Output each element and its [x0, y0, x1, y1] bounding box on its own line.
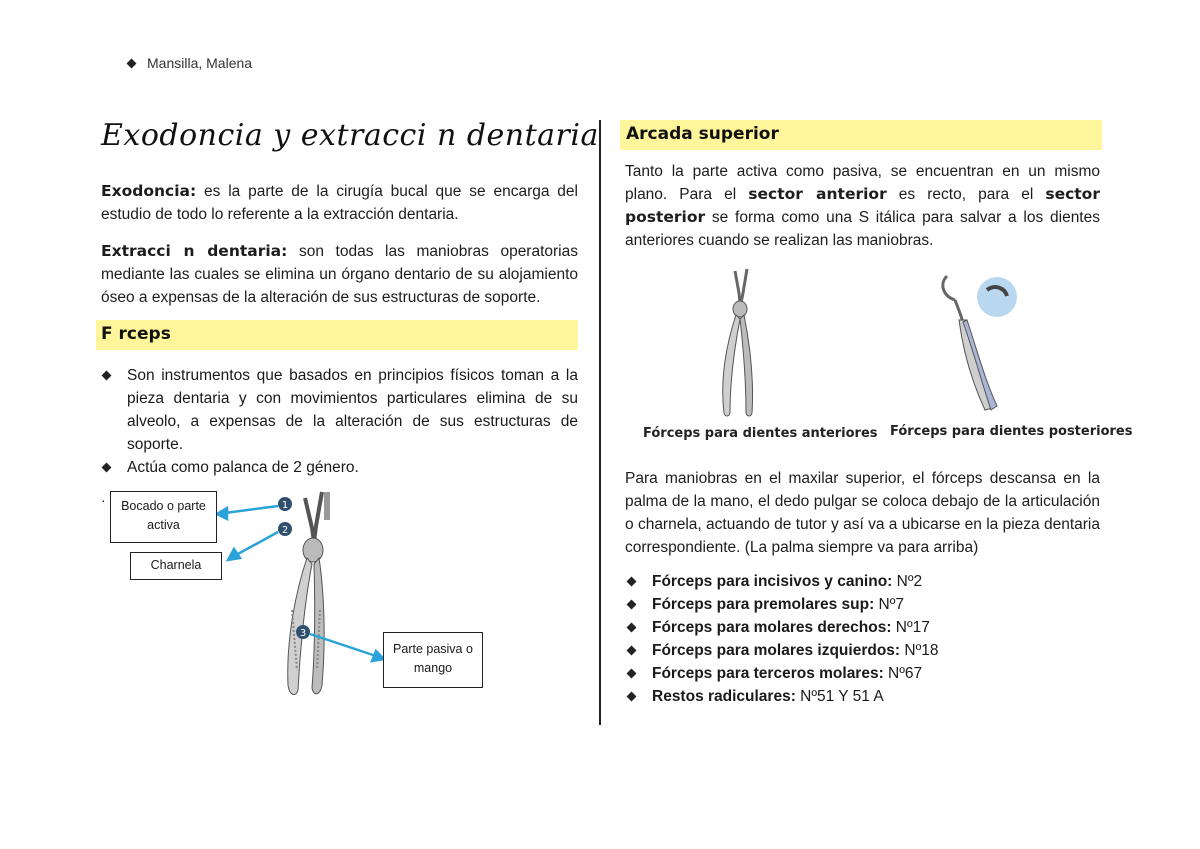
list-item: Fórceps para terceros molares: Nº67 — [626, 662, 1100, 685]
svg-text:3: 3 — [299, 628, 307, 639]
definition-extraccion-text: son todas las maniobras operatorias mediante las cuales se elimina un órgano dentario de su alojamiento óseo a expensas de la alteración de sus estructuras de soporte. — [101, 243, 578, 306]
list-item: Fórceps para molares izquierdos: Nº18 — [626, 639, 1100, 662]
svg-text:1: 1 — [281, 500, 289, 511]
author-name: Mansilla, Malena — [147, 55, 253, 71]
list-item: Restos radiculares: Nº51 Y 51 A — [626, 685, 1100, 708]
diamond-bullet-icon — [627, 600, 637, 610]
callout-parte-pasiva: Parte pasiva o mango — [383, 632, 483, 688]
diamond-bullet-icon — [627, 646, 637, 656]
caption-posterior: Fórceps para dientes posteriores — [890, 424, 1133, 439]
stray-dot: · — [101, 492, 106, 508]
column-divider — [599, 120, 601, 725]
diamond-bullet-icon — [627, 577, 637, 587]
diamond-bullet-icon — [102, 463, 112, 473]
definition-exodoncia — [101, 180, 578, 226]
list-item: Fórceps para molares derechos: Nº17 — [626, 616, 1100, 639]
anterior-forceps-image — [700, 265, 780, 420]
list-item: Fórceps para incisivos y canino: Nº2 — [626, 570, 1100, 593]
svg-text:2: 2 — [281, 525, 289, 536]
marker-3 — [296, 625, 310, 639]
section-title-forceps: F rceps — [101, 324, 171, 344]
diamond-bullet-icon — [627, 623, 637, 633]
term-sector-anterior: sector anterior — [748, 185, 887, 203]
caption-anterior: Fórceps para dientes anteriores — [643, 426, 878, 441]
marker-1 — [278, 497, 292, 511]
list-item: Actúa como palanca de 2 género. — [101, 456, 578, 479]
list-item: Fórceps para premolares sup: Nº7 — [626, 593, 1100, 616]
maxilar-paragraph: Para maniobras en el maxilar superior, el fórceps descansa en la palma de la mano, el dedo pulgar se coloca debajo de la articulación o charnela, actuando de tutor y así va a ubicarse en la pieza dentaria correspondiente. (La palma siempre va para arriba) — [625, 470, 1100, 556]
diamond-bullet-icon — [127, 59, 137, 69]
diamond-bullet-icon — [102, 371, 112, 381]
definition-exodoncia-text: es la parte de la cirugía bucal que se encarga del estudio de todo lo referente a la extracción dentaria. — [101, 183, 578, 223]
diamond-bullet-icon — [627, 692, 637, 702]
forceps-number-list — [626, 570, 1100, 708]
diamond-bullet-icon — [627, 669, 637, 679]
marker-2 — [278, 522, 292, 536]
posterior-forceps-image — [925, 270, 1025, 415]
term-exodoncia: Exodoncia: — [101, 182, 197, 200]
author-line — [128, 55, 252, 71]
term-sector-posterior: sector posterior — [625, 185, 1100, 226]
forceps-bullets — [101, 364, 578, 479]
callout-bocado: Bocado o parte activa — [110, 491, 217, 543]
definition-extraccion — [101, 240, 578, 309]
page-title: Exodoncia y extracci n dentaria — [101, 118, 599, 153]
list-item: Son instrumentos que basados en principios físicos toman a la pieza dentaria y con movimientos particulares elimina de su alveolo, a expensas de la alteración de sus estructuras de soporte. — [101, 364, 578, 456]
term-extraccion: Extracci n dentaria: — [101, 242, 288, 260]
arcada-paragraph: Tanto la parte activa como pasiva, se encuentran en un mismo plano. Para el sector anterior es recto, para el sector posterior se forma como una S itálica para salvar a los dientes anteriores cuando se realizan las maniobras. — [625, 163, 1100, 249]
forceps-illustration — [288, 492, 330, 695]
callout-charnela: Charnela — [130, 552, 222, 580]
section-title-arcada: Arcada superior — [626, 124, 779, 144]
